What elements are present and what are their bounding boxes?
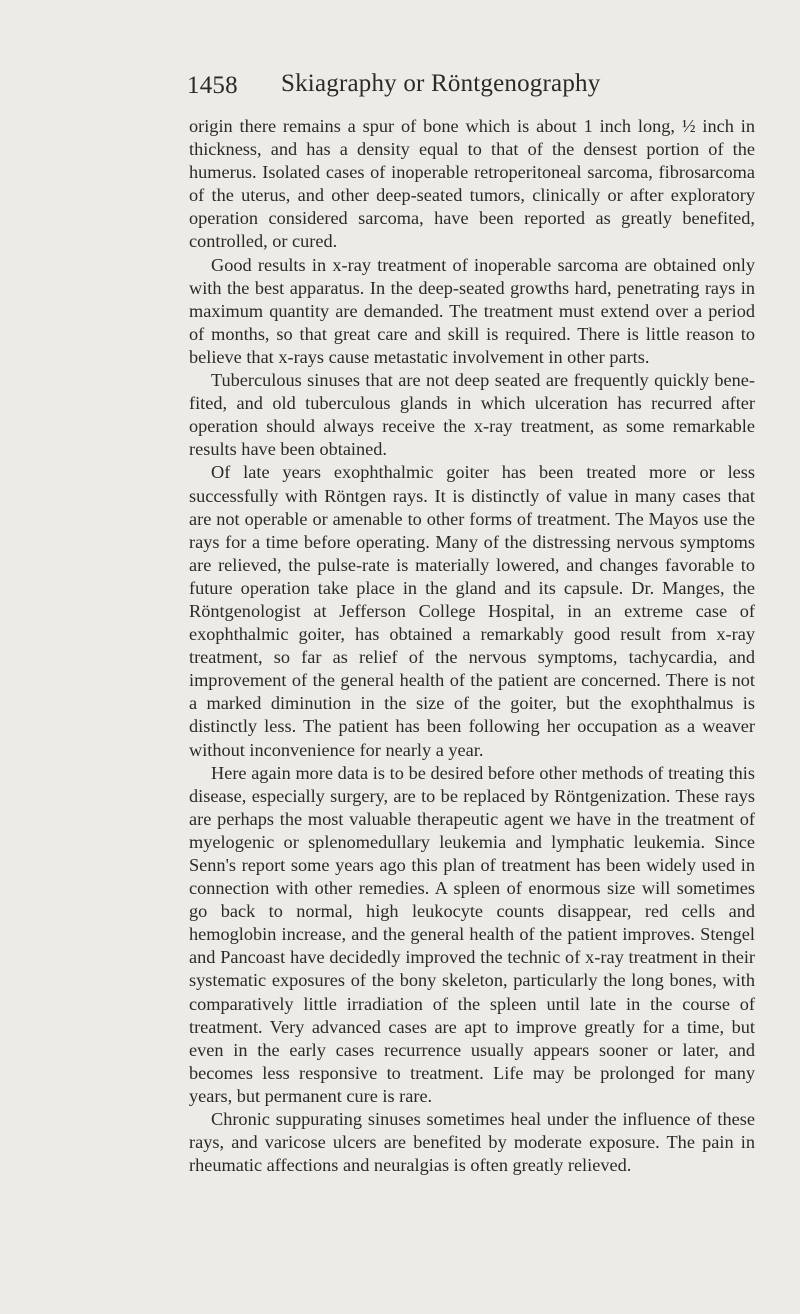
paragraph-6: Chronic suppurating sinuses sometimes heal under the influence of these rays, and varicose ulcers are benefited by moderate exposure. The pain in rheumatic affections and neuralgias is often greatly relieved. [189,1109,755,1176]
paragraph-5: Here again more data is to be desired before other methods of treating this disease, especially surgery, are to be replaced by Röntgenization. These rays are perhaps the most valuable therapeutic agent we have in the treatment of myelogenic or splenomedullary leukemia and lymphatic leukemia. Since Senn's report some years ago this plan of treatment has been widely used in connection with other remedies. A spleen of enormous size will sometimes go back to normal, high leukocyte counts disappear, red cells and hemoglobin increase, and the general health of the patient improves. Stengel and Pancoast have decidedly improved the technic of x-ray treatment in their systematic exposures of the bony skeleton, particularly the long bones, with comparatively little irradiation of the spleen until late in the course of treatment. Very advanced cases are apt to improve greatly for a time, but even in the early cases recurrence usually appears sooner or later, and becomes less responsive to treatment. Life may be prolonged for many years, but permanent cure is rare. [189,762,755,1106]
paragraph-2: Good results in x-ray treatment of inoperable sarcoma are obtained only with the best apparatus. In the deep-seated growths hard, penetrating rays in maximum quantity are demanded. The treatment must extend over a period of months, so that great care and skill is required. There is little reason to believe that x-rays cause metastatic involvement in other parts. [189,254,755,367]
body-text [189,115,755,1177]
page-header [189,70,749,110]
page-number: 1458 [187,72,238,99]
paragraph-1: origin there remains a spur of bone which is about 1 inch long, ½ inch in thickness, and has a density equal to that of the densest portion of the humerus. Isolated cases of inoperable retroperitoneal sarcoma, fibrosarcoma of the uterus, and other deep-seated tumors, clinically or after exploratory operation considered sarcoma, have been reported as greatly benefited, controlled, or cured. [189,116,755,252]
paragraph-4: Of late years exophthalmic goiter has been treated more or less successfully with Röntgen rays. It is distinctly of value in many cases that are not operable or amenable to other forms of treatment. The Mayos use the rays for a time before operating. Many of the distressing nervous symptoms are relieved, the pulse-rate is materially lowered, and changes favorable to future operation take place in the gland and its capsule. Dr. Manges, the Röntgenologist at Jefferson College Hospital, in an extreme case of exophthalmic goiter, has obtained a remarkably good result from x-ray treatment, so far as relief of the nervous symptoms, tachycardia, and improvement of the general health of the patient are concerned. There is not a marked diminution in the size of the goiter, but the exophthalmus is distinctly less. The patient has been following her occupation as a weaver without inconvenience for nearly a year. [189,462,755,760]
paragraph-3: Tuberculous sinuses that are not deep seated are frequently quickly benefited, and old tuberculous glands in which ulceration has recurred after operation should always receive the x-ray treatment, as some remarkable results have been obtained. [189,370,755,460]
running-head: Skiagraphy or Röntgenography [281,70,601,97]
